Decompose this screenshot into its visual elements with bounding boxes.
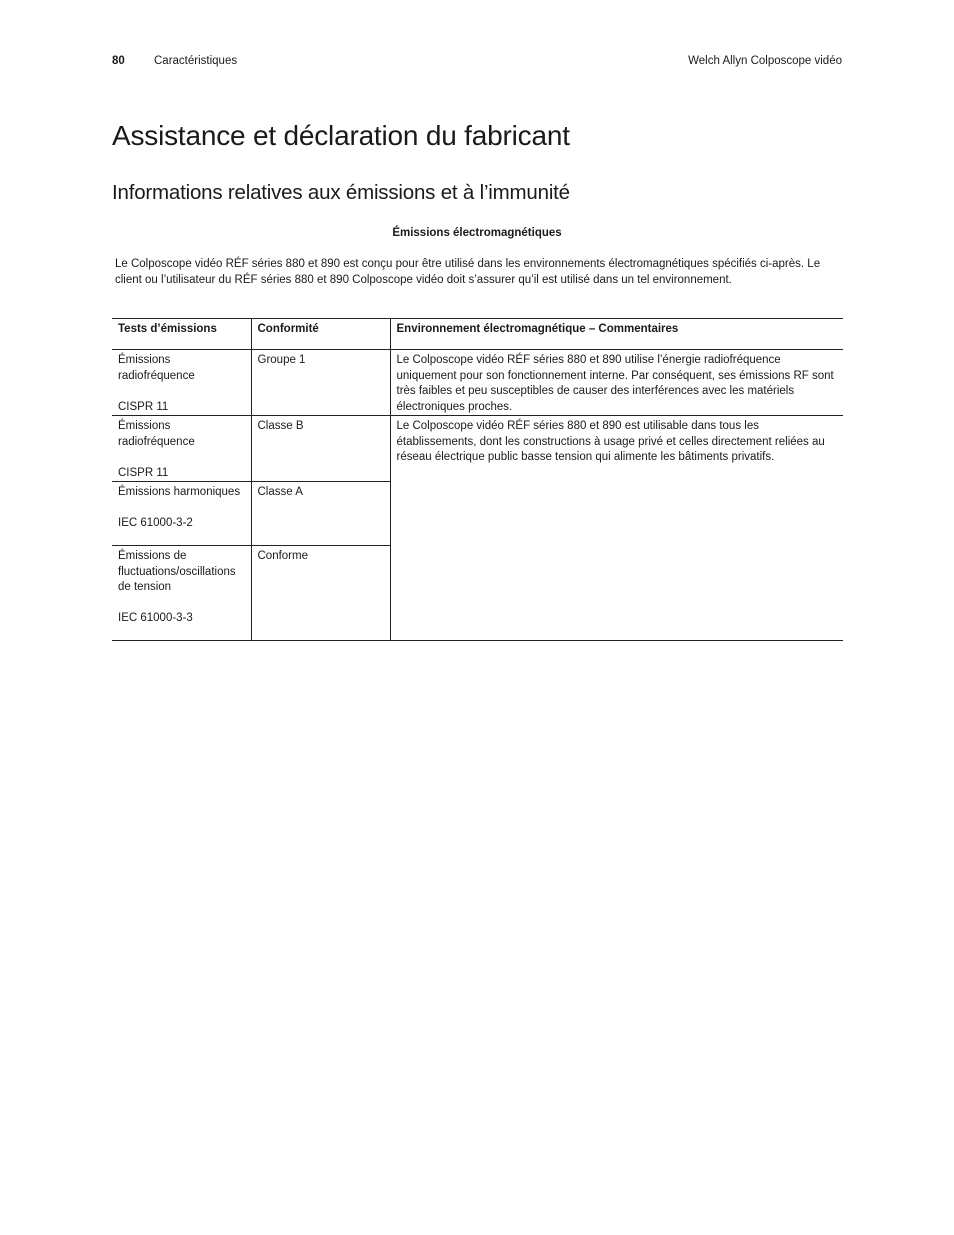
header-section-name: Caractéristiques bbox=[154, 55, 238, 67]
cell-comment-merged: Le Colposcope vidéo RÉF séries 880 et 890 est utilisable dans tous les établissements, dont les constructions à usage privé et celles directement reliées au réseau électrique public basse tension qui alimente les bâtiments privatifs. bbox=[390, 416, 843, 641]
test-name: Émissions radiofréquence bbox=[118, 420, 195, 448]
cell-conformity: Classe A bbox=[251, 482, 390, 546]
cell-test bbox=[112, 546, 251, 641]
header-environment-comments: Environnement électromagnétique – Commentaires bbox=[390, 319, 843, 350]
table-header-row bbox=[112, 319, 843, 350]
cell-comment: Le Colposcope vidéo RÉF séries 880 et 890 utilise l’énergie radiofréquence uniquement pour son fonctionnement interne. Par conséquent, ses émissions RF sont très faibles et peu susceptibles de causer des interférences avec les matériels électroniques proches. bbox=[390, 350, 843, 416]
page-header bbox=[112, 52, 842, 70]
test-standard: IEC 61000-3-2 bbox=[118, 517, 193, 529]
table-row bbox=[112, 350, 843, 416]
cell-test bbox=[112, 482, 251, 546]
test-name: Émissions de fluctuations/oscillations de tension bbox=[118, 550, 236, 593]
test-name: Émissions harmoniques bbox=[118, 486, 241, 498]
page-number: 80 bbox=[112, 55, 125, 67]
test-standard: CISPR 11 bbox=[118, 400, 169, 413]
cell-conformity: Groupe 1 bbox=[251, 350, 390, 416]
cell-conformity: Conforme bbox=[251, 546, 390, 641]
test-standard: CISPR 11 bbox=[118, 466, 169, 479]
header-emission-tests: Tests d’émissions bbox=[112, 319, 251, 350]
test-name: Émissions radiofréquence bbox=[118, 354, 195, 382]
intro-paragraph: Le Colposcope vidéo RÉF séries 880 et 890 est conçu pour être utilisé dans les environnements électromagnétiques spécifiés ci-après. Le client ou l’utilisateur du RÉF séries 880 et 890 Colposcope vidéo doit s’assurer qu’il est utilisé dans un tel environnement. bbox=[115, 258, 821, 286]
header-conformity: Conformité bbox=[251, 319, 390, 350]
test-standard: IEC 61000-3-3 bbox=[118, 612, 193, 624]
section-subtitle: Informations relatives aux émissions et à l’immunité bbox=[112, 181, 570, 204]
page-title: Assistance et déclaration du fabricant bbox=[112, 120, 570, 151]
table-row bbox=[112, 416, 843, 482]
cell-test bbox=[112, 350, 251, 416]
cell-conformity: Classe B bbox=[251, 416, 390, 482]
cell-test bbox=[112, 416, 251, 482]
emissions-table bbox=[112, 318, 843, 641]
header-product-name: Welch Allyn Colposcope vidéo bbox=[688, 55, 842, 67]
table-caption: Émissions électromagnétiques bbox=[392, 227, 562, 239]
